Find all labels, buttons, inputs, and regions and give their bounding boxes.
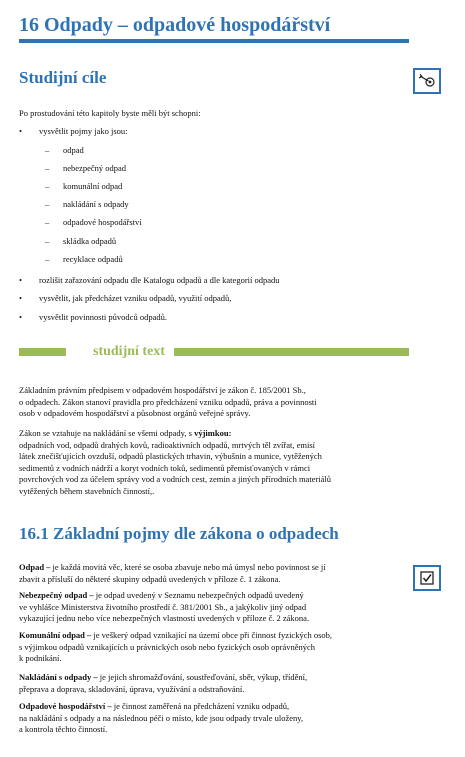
dash-glyph: – [45, 236, 50, 246]
definition-dash: – [91, 672, 100, 682]
definition-dash: – [87, 590, 96, 600]
dash-glyph: – [45, 254, 50, 264]
dash-glyph: – [45, 181, 50, 191]
text-line [19, 701, 404, 713]
text-line: k podnikání. [19, 653, 62, 663]
definition-dash: – [44, 562, 53, 572]
text-line [19, 672, 404, 684]
subitem-text: recyklace odpadů [63, 254, 123, 264]
subitem-text: odpad [63, 145, 84, 155]
text-line: o odpadech. Zákon stanoví pravidla pro předcházení vzniku odpadů, práva a povinnosti [19, 396, 317, 407]
banner-bar-left [19, 348, 66, 356]
definition-text: je každá movitá věc, které se osoba zbavuje nebo má úmysl nebo povinnost se jí [52, 562, 326, 572]
subsection-heading: 16.1 Základní pojmy dle zákona o odpadech [19, 524, 339, 543]
text-line: ve vyhlášce Ministerstva životního prostředí č. 381/2001 Sb., a jakýkoliv jiný odpad [19, 601, 307, 612]
definition-text: je odpad uvedený v Seznamu nebezpečných odpadů uvedený [95, 590, 304, 600]
text-line: Základním právním předpisem v odpadovém hospodářství je zákon č. 185/2001 Sb., [19, 385, 306, 395]
text-line: odpadních vod, odpadů drahých kovů, radioaktivních odpadů, mrtvých těl zvířat, emisí [19, 439, 316, 450]
subitem-text: skládka odpadů [63, 236, 117, 246]
bullet-glyph: • [19, 126, 22, 136]
body-paragraph-1 [19, 385, 404, 420]
definition-term: Nakládání s odpady [19, 672, 92, 682]
body-paragraph-2 [19, 428, 404, 497]
definition-odpad [19, 562, 404, 585]
bullet-glyph: • [19, 312, 22, 322]
banner-bar-right [174, 348, 409, 356]
subitem-text: odpadové hospodářství [63, 217, 142, 227]
chapter-rule [19, 39, 409, 43]
dash-glyph: – [45, 217, 50, 227]
text-line: přeprava a doprava, skladování, úprava, využívání a odstraňování. [19, 683, 245, 694]
text-line [19, 630, 404, 642]
bullet-glyph: • [19, 293, 22, 303]
definition-text: je činnost zaměřená na předcházení vzniku odpadů, [113, 701, 290, 711]
checkbox-checked-icon [413, 565, 441, 591]
goal-text: vysvětlit, jak předcházet vzniku odpadů, využití odpadů, [39, 293, 232, 303]
text-line: zbavit a přísluší do některé skupiny odpadů uvedených v příloze č. 1 zákona. [19, 573, 281, 584]
text-line [19, 590, 404, 602]
text-line: osob v odpadovém hospodářství a působnost orgánů veřejné správy. [19, 408, 251, 418]
definition-komunalni-odpad [19, 630, 404, 665]
definition-term: Odpad [19, 562, 45, 572]
text-line: s výjimkou odpadů vznikajících u právnických osob nebo fyzických osob oprávněných [19, 641, 316, 652]
p2-lead-bold: výjimkou [194, 428, 229, 438]
text-line: sedimentů z vodních nádrží a koryt vodních toků, sedimentů přemisťovaných v rámci [19, 462, 311, 473]
definition-dash: – [84, 630, 94, 640]
text-line: a kontrola těchto činností. [19, 724, 108, 734]
target-arrow-icon [413, 68, 441, 94]
study-text-label: studijní text [93, 344, 165, 359]
definition-term: Odpadové hospodářství [19, 701, 106, 711]
text-line: vykazující jednu nebo více nebezpečných vlastností uvedených v příloze č. 2 zákona. [19, 613, 310, 623]
study-goals-heading: Studijní cíle [19, 68, 107, 87]
dash-glyph: – [45, 163, 50, 173]
p2-lead-colon: : [228, 428, 232, 438]
dash-glyph: – [45, 145, 50, 155]
text-line: látek znečišťujících ovzduší, odpadů plastických trhavin, výbušnin a munice, vytěžených [19, 451, 322, 461]
definition-nakladani-s-odpady [19, 672, 404, 695]
chapter-title: 16 Odpady – odpadové hospodářství [19, 14, 331, 36]
text-line: vytěžených během stavebních činností,. [19, 485, 155, 496]
definition-dash: – [105, 701, 114, 711]
definition-odpadove-hospodarstvi [19, 701, 404, 736]
text-line: na nakládání s odpady a na následnou péči o místo, kde jsou odpady trvale uloženy, [19, 712, 304, 723]
study-text-banner [19, 345, 409, 359]
definition-term: Nebezpečný odpad [19, 590, 88, 600]
goals-intro: Po prostudování této kapitoly byste měli být schopni: [19, 108, 201, 118]
goal-text: vysvětlit pojmy jako jsou: [39, 126, 128, 136]
subitem-text: nakládání s odpady [63, 199, 129, 209]
definition-nebezpecny-odpad [19, 590, 404, 625]
definition-text: je jejich shromažďování, soustřeďování, sběr, výkup, třídění, [99, 672, 308, 682]
text-line [19, 428, 404, 440]
bullet-glyph: • [19, 275, 22, 285]
text-line: povrchových vod za účelem správy vod a vodních cest, zemin a jiných přírodních materiálů [19, 474, 332, 484]
text-line [19, 562, 404, 574]
goal-text: vysvětlit povinnosti původců odpadů. [39, 312, 167, 322]
definition-term: Komunální odpad [19, 630, 85, 640]
dash-glyph: – [45, 199, 50, 209]
subitem-text: komunální odpad [63, 181, 123, 191]
definition-text: je veškerý odpad vznikající na území obce při činnost fyzických osob, [93, 630, 333, 640]
subitem-text: nebezpečný odpad [63, 163, 127, 173]
p2-lead: Zákon se vztahuje na nakládání se všemi odpady, s [19, 428, 195, 438]
goal-text: rozlišit zařazování odpadu dle Katalogu odpadů a dle kategorií odpadu [39, 275, 280, 285]
